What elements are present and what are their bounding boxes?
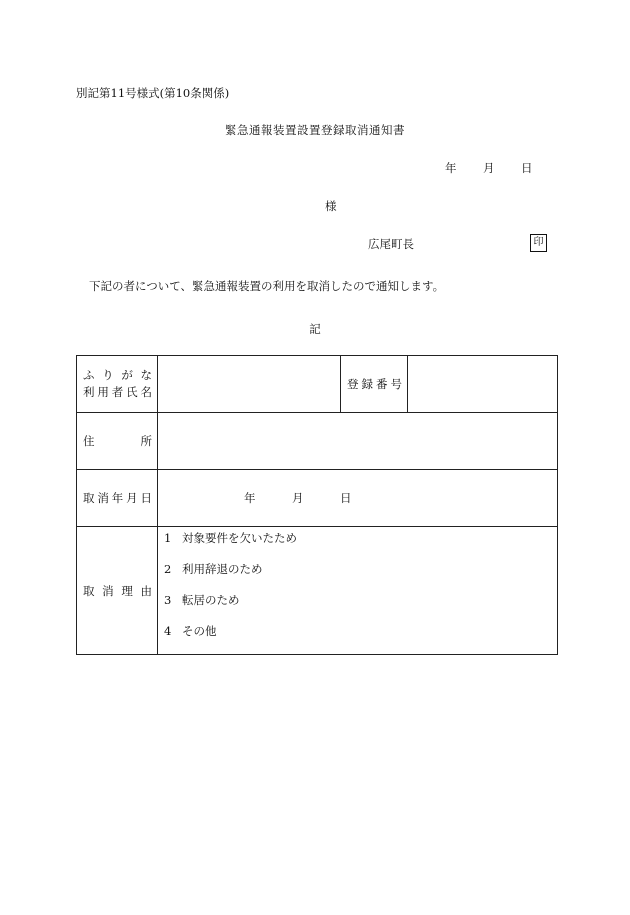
name-label-cell: [77, 356, 158, 413]
table-row-address: [77, 413, 558, 470]
label-char: 名: [140, 385, 152, 399]
cancel-reason-label: [83, 583, 152, 599]
address-label-cell: [77, 413, 158, 470]
cancel-reason-label-cell: [77, 527, 158, 655]
label-char: 用: [97, 385, 109, 399]
reason-item[interactable]: [164, 530, 557, 561]
cancel-date-label: [83, 490, 152, 506]
label-char: が: [121, 368, 133, 382]
label-char: 理: [121, 583, 133, 598]
notice-date-line: [445, 160, 533, 176]
label-char: 号: [390, 377, 402, 391]
intro-text: 下記の者について、緊急通報装置の利用を取消したので通知します。: [89, 279, 445, 293]
label-char: 者: [111, 385, 124, 399]
reason-item[interactable]: [164, 623, 557, 654]
label-char: 日: [140, 491, 152, 505]
registration-number-label: [347, 376, 402, 392]
reason-item[interactable]: [164, 561, 557, 592]
label-char: 住: [83, 434, 95, 448]
label-char: 消: [102, 583, 114, 598]
label-char: 消: [97, 491, 109, 505]
cancel-reason-list: [158, 527, 558, 655]
reason-number: 4: [164, 624, 172, 638]
cancel-date-label-cell: [77, 470, 158, 527]
reason-number: 3: [164, 593, 172, 607]
label-char: 取: [83, 491, 95, 505]
cancel-date-field[interactable]: [158, 470, 558, 527]
label-char: 番: [376, 377, 388, 391]
issuer-name: 広尾町長: [368, 237, 414, 251]
notice-date-day: 日: [521, 161, 533, 175]
label-char: な: [140, 368, 152, 382]
label-char: 氏: [126, 385, 138, 399]
document-title: 緊急通報装置設置登録取消通知書: [225, 123, 405, 137]
reason-text: 利用辞退のため: [182, 562, 263, 576]
seal-mark: 印: [530, 234, 547, 252]
label-char: ふ: [83, 368, 95, 382]
label-char: 所: [140, 434, 152, 448]
registration-number-label-cell: [341, 356, 408, 413]
user-name-label: [83, 384, 152, 401]
reason-text: その他: [182, 624, 217, 638]
form-number-label: 別記第11号様式(第10条関係): [76, 86, 230, 100]
recipient-suffix: 様: [325, 199, 337, 213]
furigana-label: [83, 367, 152, 384]
label-char: 取: [83, 583, 95, 598]
user-name-field[interactable]: [158, 356, 341, 413]
reason-item[interactable]: [164, 592, 557, 623]
notice-date-month: 月: [483, 161, 495, 175]
label-char: 登: [347, 377, 359, 391]
table-row-cancel-reason: [77, 527, 558, 655]
cancel-date-month: 月: [292, 491, 304, 505]
table-row-cancel-date: [77, 470, 558, 527]
cancel-date-year: 年: [244, 491, 256, 505]
registration-number-field[interactable]: [408, 356, 558, 413]
address-label: [83, 433, 152, 449]
label-char: 録: [361, 377, 373, 391]
table-row-name: [77, 356, 558, 413]
reason-number: 1: [164, 531, 172, 545]
address-field[interactable]: [158, 413, 558, 470]
detail-table: [76, 355, 558, 655]
label-char: り: [102, 368, 114, 382]
label-char: 利: [83, 385, 95, 399]
label-char: 月: [126, 491, 138, 505]
reason-text: 対象要件を欠いたため: [182, 531, 297, 545]
reason-number: 2: [164, 562, 172, 576]
reason-text: 転居のため: [182, 593, 240, 607]
cancel-date-day: 日: [340, 491, 352, 505]
label-char: 由: [140, 583, 152, 598]
label-char: 年: [111, 491, 124, 505]
notice-date-year: 年: [445, 161, 457, 175]
ki-heading: 記: [309, 322, 321, 336]
